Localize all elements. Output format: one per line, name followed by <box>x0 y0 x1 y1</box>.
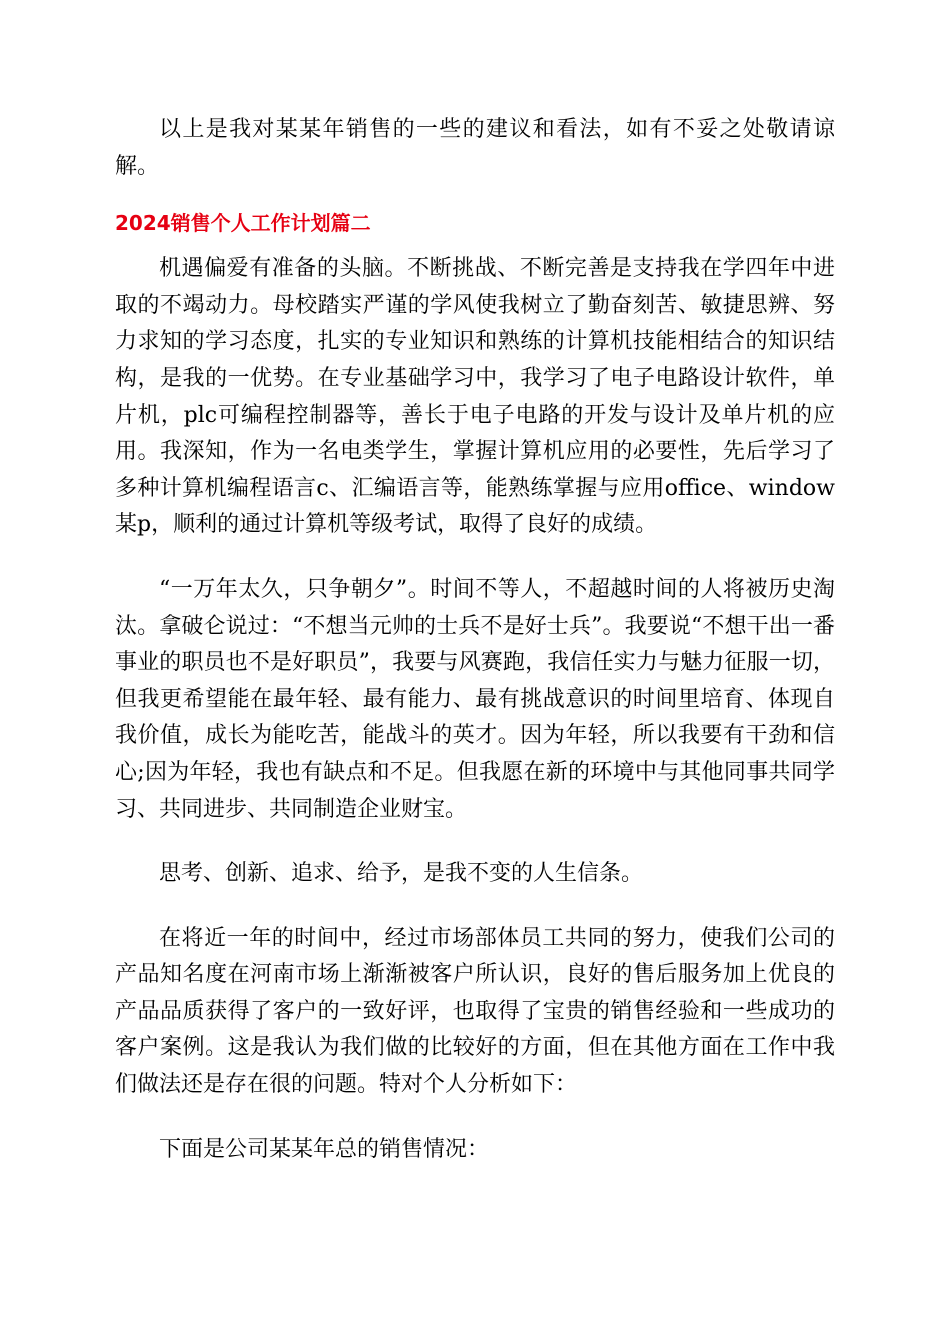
document-body <box>115 112 835 1168</box>
section-heading: 2024销售个人工作计划篇二 <box>115 211 371 236</box>
paragraph-4: 在将近一年的时间中，经过市场部体员工共同的努力，使我们公司的产品知名度在河南市场上渐渐被客户所认识，良好的售后服务加上优良的产品品质获得了客户的一致好评，也取得了宝贵的销售经验和一些成功的客户案例。这是我认为我们做的比较好的方面，但在其他方面在工作中我们做法还是存在很的问题。特对个人分析如下： <box>115 925 835 1098</box>
paragraph-3: 思考、创新、追求、给予，是我不变的人生信条。 <box>159 861 644 887</box>
intro-paragraph: 以上是我对某某年销售的一些的建议和看法，如有不妥之处敬请谅解。 <box>115 117 835 179</box>
paragraph-2: “一万年太久，只争朝夕”。时间不等人，不超越时间的人将被历史淘汰。拿破仑说过：“不想当元帅的士兵不是好士兵”。我要说“不想干出一番事业的职员也不是好职员”，我要与风赛跑，我信任实力与魅力征服一切，但我更希望能在最年轻、最有能力、最有挑战意识的时间里培育、体现自我价值，成长为能吃苦，能战斗的英才。因为年轻，所以我要有干劲和信心;因为年轻，我也有缺点和不足。但我愿在新的环境中与其他同事共同学习、共同进步、共同制造企业财宝。 <box>115 576 835 822</box>
paragraph-1: 机遇偏爱有准备的头脑。不断挑战、不断完善是支持我在学四年中进取的不竭动力。母校踏实严谨的学风使我树立了勤奋刻苦、敏捷思辨、努力求知的学习态度，扎实的专业知识和熟练的计算机技能相结合的知识结构，是我的一优势。在专业基础学习中，我学习了电子电路设计软件，单片机，plc可编程控制器等，善长于电子电路的开发与设计及单片机的应用。我深知，作为一名电类学生，掌握计算机应用的必要性，先后学习了多种计算机编程语言c、汇编语言等，能熟练掌握与应用office、window某p，顺利的通过计算机等级考试，取得了良好的成绩。 <box>115 256 835 538</box>
paragraph-5: 下面是公司某某年总的销售情况： <box>159 1136 490 1162</box>
